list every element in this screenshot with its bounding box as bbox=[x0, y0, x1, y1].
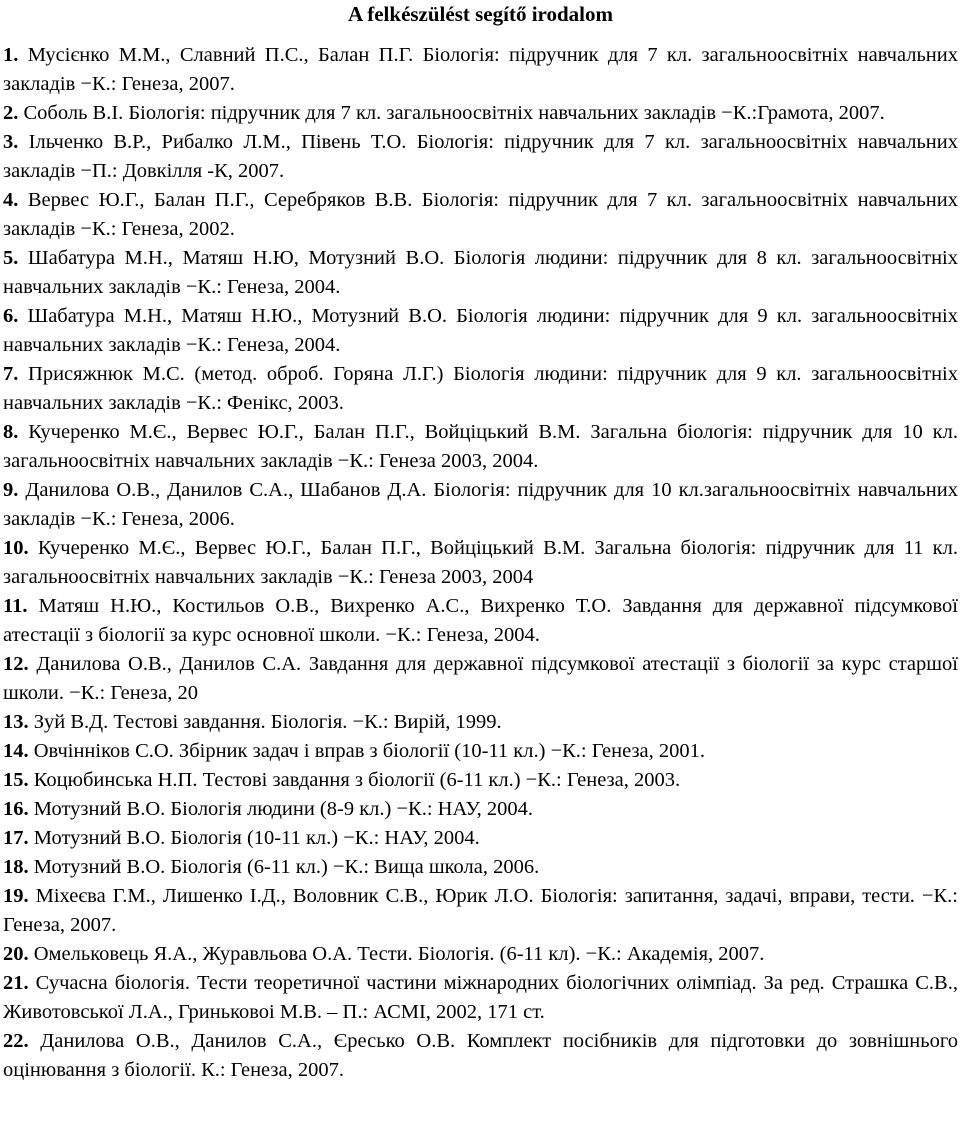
reference-text: Кучеренко М.Є., Вервес Ю.Г., Балан П.Г., Войціцький В.М. Загальна біологія: підручник для 11 кл. загальноосвітніх навчальних закладів −К.: Генеза 2003, 2004 bbox=[3, 537, 958, 588]
reference-number: 9. bbox=[3, 479, 19, 501]
reference-text: Зуй В.Д. Тестові завдання. Біологія. −К.: Вирій, 1999. bbox=[28, 711, 502, 733]
reference-item bbox=[3, 766, 958, 795]
reference-number: 19. bbox=[3, 885, 29, 907]
reference-number: 2. bbox=[3, 102, 19, 124]
reference-text: Омельковець Я.А., Журавльова О.А. Тести. Біологія. (6-11 кл). −К.: Академія, 2007. bbox=[28, 943, 765, 965]
reference-text: Мотузний В.О. Біологія людини (8-9 кл.) −К.: НАУ, 2004. bbox=[28, 798, 534, 820]
reference-item bbox=[3, 534, 958, 592]
reference-item bbox=[3, 99, 958, 128]
reference-number: 4. bbox=[3, 189, 19, 211]
reference-number: 14. bbox=[3, 740, 29, 762]
page-title: A felkészülést segítő irodalom bbox=[347, 2, 613, 26]
reference-item bbox=[3, 795, 958, 824]
reference-number: 8. bbox=[3, 421, 19, 443]
reference-number: 6. bbox=[3, 305, 19, 327]
reference-text: Коцюбинська Н.П. Тестові завдання з біології (6-11 кл.) −К.: Генеза, 2003. bbox=[28, 769, 681, 791]
reference-text: Присяжнюк М.С. (метод. оброб. Горяна Л.Г.) Біологія людини: підручник для 9 кл. загальноосвітніх навчальних закладів −К.: Фенікс, 2003. bbox=[3, 363, 958, 414]
reference-number: 12. bbox=[3, 653, 29, 675]
reference-number: 11. bbox=[3, 595, 28, 617]
reference-text: Мотузний В.О. Біологія (10-11 кл.) −К.: НАУ, 2004. bbox=[28, 827, 480, 849]
reference-item bbox=[3, 708, 958, 737]
reference-text: Ільченко В.Р., Рибалко Л.М., Півень Т.О. Біологія: підручник для 7 кл. загальноосвітніх навчальних закладів −П.: Довкілля -К, 2007. bbox=[3, 131, 958, 182]
reference-number: 22. bbox=[3, 1030, 29, 1052]
reference-item bbox=[3, 650, 958, 708]
reference-number: 13. bbox=[3, 711, 29, 733]
reference-item bbox=[3, 476, 958, 534]
reference-number: 1. bbox=[3, 44, 19, 66]
reference-item bbox=[3, 41, 958, 99]
reference-item bbox=[3, 737, 958, 766]
reference-text: Мотузний В.О. Біологія (6-11 кл.) −К.: Вища школа, 2006. bbox=[28, 856, 540, 878]
reference-list bbox=[3, 41, 958, 1085]
reference-number: 5. bbox=[3, 247, 19, 269]
reference-item bbox=[3, 244, 958, 302]
reference-number: 16. bbox=[3, 798, 29, 820]
reference-text: Міхеєва Г.М., Лишенко І.Д., Воловник С.В., Юрик Л.О. Біологія: запитання, задачі, вправи, тести. −К.: Генеза, 2007. bbox=[3, 885, 958, 936]
reference-item bbox=[3, 940, 958, 969]
reference-item bbox=[3, 969, 958, 1027]
reference-number: 17. bbox=[3, 827, 29, 849]
reference-item bbox=[3, 186, 958, 244]
reference-text: Соболь В.І. Біологія: підручник для 7 кл. загальноосвітніх навчальних закладів −К.:Грамота, 2007. bbox=[18, 102, 885, 124]
reference-text: Матяш Н.Ю., Костильов О.В., Вихренко А.С., Вихренко Т.О. Завдання для державної підсумкової атестації з біології за курс основної школи. −К.: Генеза, 2004. bbox=[3, 595, 958, 646]
document-page bbox=[3, 0, 958, 1085]
reference-number: 15. bbox=[3, 769, 29, 791]
reference-number: 21. bbox=[3, 972, 29, 994]
reference-item bbox=[3, 360, 958, 418]
reference-number: 7. bbox=[3, 363, 19, 385]
reference-number: 3. bbox=[3, 131, 19, 153]
reference-item bbox=[3, 592, 958, 650]
reference-text: Данилова О.В., Данилов С.А., Шабанов Д.А. Біологія: підручник для 10 кл.загальноосвітніх навчальних закладів −К.: Генеза, 2006. bbox=[3, 479, 958, 530]
reference-item bbox=[3, 128, 958, 186]
reference-text: Кучеренко М.Є., Вервес Ю.Г., Балан П.Г., Войціцький В.М. Загальна біологія: підручник для 10 кл. загальноосвітніх навчальних закладів −К.: Генеза 2003, 2004. bbox=[3, 421, 958, 472]
reference-text: Сучасна біологія. Тести теоретичної частини міжнародних біологічних олімпіад. За ред. Страшка С.В., Животовської Л.А., Гриньковоі М.В. – П.: АСМІ, 2002, 171 ст. bbox=[3, 972, 958, 1023]
reference-text: Овчінніков С.О. Збірник задач і вправ з біології (10-11 кл.) −К.: Генеза, 2001. bbox=[28, 740, 706, 762]
reference-text: Шабатура М.Н., Матяш Н.Ю, Мотузний В.О. Біологія людини: підручник для 8 кл. загальноосвітніх навчальних закладів −К.: Генеза, 2004. bbox=[3, 247, 958, 298]
reference-text: Шабатура М.Н., Матяш Н.Ю., Мотузний В.О. Біологія людини: підручник для 9 кл. загальноосвітніх навчальних закладів −К.: Генеза, 2004. bbox=[3, 305, 958, 356]
reference-number: 18. bbox=[3, 856, 29, 878]
reference-number: 10. bbox=[3, 537, 29, 559]
reference-item bbox=[3, 824, 958, 853]
reference-item bbox=[3, 853, 958, 882]
reference-text: Вервес Ю.Г., Балан П.Г., Серебряков В.В. Біологія: підручник для 7 кл. загальноосвітніх навчальних закладів −К.: Генеза, 2002. bbox=[3, 189, 958, 240]
reference-text: Данилова О.В., Данилов С.А. Завдання для державної підсумкової атестації з біології за курс старшої школи. −К.: Генеза, 20 bbox=[3, 653, 958, 704]
reference-item bbox=[3, 418, 958, 476]
reference-item bbox=[3, 1027, 958, 1085]
reference-number: 20. bbox=[3, 943, 29, 965]
reference-text: Данилова О.В., Данилов С.А., Єресько О.В. Комплект посібників для підготовки до зовнішнього оцінювання з біології. К.: Генеза, 2007. bbox=[3, 1030, 958, 1081]
reference-item bbox=[3, 882, 958, 940]
reference-item bbox=[3, 302, 958, 360]
reference-text: Мусієнко М.М., Славний П.С., Балан П.Г. Біологія: підручник для 7 кл. загальноосвітніх навчальних закладів −К.: Генеза, 2007. bbox=[3, 44, 958, 95]
